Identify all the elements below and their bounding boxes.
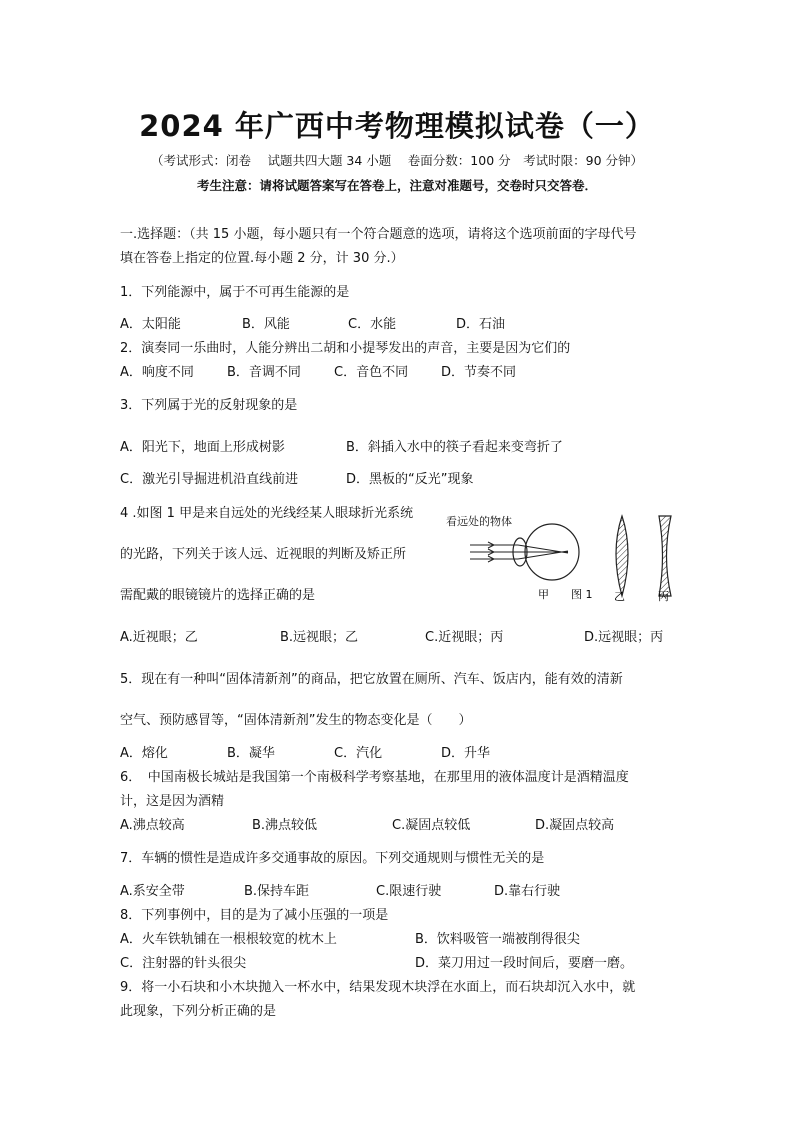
question-5-stem-line-1: 5．现在有一种叫“固体清新剂”的商品，把它放置在厕所、汽车、饭店内，能有效的清新 — [120, 672, 623, 687]
figure-label-bing: 丙 — [658, 590, 669, 603]
question-6-option-a: A.沸点较高 — [120, 818, 185, 833]
question-6-option-d: D.凝固点较高 — [535, 818, 615, 833]
exam-notice: 考生注意：请将试题答案写在答卷上，注意对准题号，交卷时只交答卷． — [196, 178, 597, 193]
question-8-option-b: B．饮料吸管一端被削得很尖 — [415, 932, 580, 947]
question-2-option-b: B．音调不同 — [227, 365, 301, 380]
question-7-option-d: D.靠右行驶 — [494, 884, 561, 899]
question-4-stem-line-2: 的光路，下列关于该人远、近视眼的判断及矫正所 — [120, 547, 407, 562]
question-5-stem-line-2: 空气、预防感冒等，“固体清新剂”发生的物态变化是（ ） — [120, 713, 472, 728]
question-5-option-a: A．熔化 — [120, 746, 168, 761]
question-8-option-a: A．火车铁轨铺在一根根较宽的枕木上 — [120, 932, 337, 947]
question-1-option-a: A．太阳能 — [120, 317, 181, 332]
question-6-stem-line-2: 计，这是因为酒精 — [120, 794, 225, 809]
question-5-option-d: D．升华 — [441, 746, 491, 761]
section-heading-line-2: 填在答卷上指定的位置.每小题 2 分，计 30 分.） — [120, 251, 404, 266]
question-6-option-b: B.沸点较低 — [252, 818, 318, 833]
question-4-option-d: D.远视眼；丙 — [584, 630, 664, 645]
question-7-option-a: A.系安全带 — [120, 884, 185, 899]
figure-label-yi: 乙 — [614, 590, 625, 603]
question-2-option-d: D．节奏不同 — [441, 365, 517, 380]
question-1-option-c: C．水能 — [348, 317, 397, 332]
question-4-option-b: B.远视眼；乙 — [280, 630, 359, 645]
convex-lens-shape — [616, 516, 628, 596]
incoming-rays — [470, 545, 568, 559]
question-1-stem: 1．下列能源中，属于不可再生能源的是 — [120, 285, 350, 300]
page-title: 2024 年广西中考物理模拟试卷（一） — [139, 109, 655, 143]
question-8-stem: 8．下列事例中，目的是为了减小压强的一项是 — [120, 908, 389, 923]
concave-lens-shape — [659, 516, 671, 596]
question-1-option-d: D．石油 — [456, 317, 506, 332]
question-4-stem-line-3: 需配戴的眼镜镜片的选择正确的是 — [120, 588, 316, 603]
question-8-option-c: C．注射器的针头很尖 — [120, 956, 247, 971]
question-3-stem: 3．下列属于光的反射现象的是 — [120, 398, 298, 413]
question-7-option-c: C.限速行驶 — [376, 884, 442, 899]
question-9-stem-line-1: 9．将一小石块和小木块抛入一杯水中，结果发现木块浮在水面上，而石块却沉入水中，就 — [120, 980, 636, 995]
question-4-option-c: C.近视眼；丙 — [425, 630, 504, 645]
question-6-option-c: C.凝固点较低 — [392, 818, 471, 833]
question-1-option-b: B．风能 — [242, 317, 290, 332]
question-3-option-c: C．激光引导掘进机沿直线前进 — [120, 472, 299, 487]
question-4-option-a: A.近视眼；乙 — [120, 630, 198, 645]
exam-info: （考试形式：闭卷 试题共四大题 34 小题 卷面分数：100 分 考试时限：90 分钟） — [150, 153, 643, 168]
question-2-option-a: A．响度不同 — [120, 365, 194, 380]
question-7-option-b: B.保持车距 — [244, 884, 310, 899]
question-8-option-d: D．菜刀用过一段时间后，要磨一磨。 — [415, 956, 634, 971]
question-9-stem-line-2: 此现象，下列分析正确的是 — [120, 1004, 277, 1019]
figure-caption: 看远处的物体 — [446, 515, 512, 528]
question-4-stem-line-1: 4 .如图 1 甲是来自远处的光线经某人眼球折光系统 — [120, 506, 414, 521]
question-3-option-a: A．阳光下，地面上形成树影 — [120, 440, 285, 455]
question-3-option-b: B．斜插入水中的筷子看起来变弯折了 — [346, 440, 563, 455]
question-3-option-d: D．黑板的“反光”现象 — [346, 472, 474, 487]
question-2-stem: 2．演奏同一乐曲时，人能分辨出二胡和小提琴发出的声音，主要是因为它们的 — [120, 341, 571, 356]
question-7-stem: 7．车辆的惯性是造成许多交通事故的原因。下列交通规则与惯性无关的是 — [120, 851, 545, 866]
question-2-option-c: C．音色不同 — [334, 365, 409, 380]
figure-1-eye-diagram — [438, 506, 688, 606]
question-5-option-c: C．汽化 — [334, 746, 383, 761]
figure-label-number: 图 1 — [571, 588, 593, 601]
question-6-stem-line-1: 6． 中国南极长城站是我国第一个南极科学考察基地，在那里用的液体温度计是酒精温度 — [120, 770, 629, 785]
section-heading-line-1: 一.选择题：（共 15 小题，每小题只有一个符合题意的选项，请将这个选项前面的字母代号 — [120, 227, 637, 242]
question-5-option-b: B．凝华 — [227, 746, 275, 761]
figure-label-jia: 甲 — [538, 588, 549, 601]
